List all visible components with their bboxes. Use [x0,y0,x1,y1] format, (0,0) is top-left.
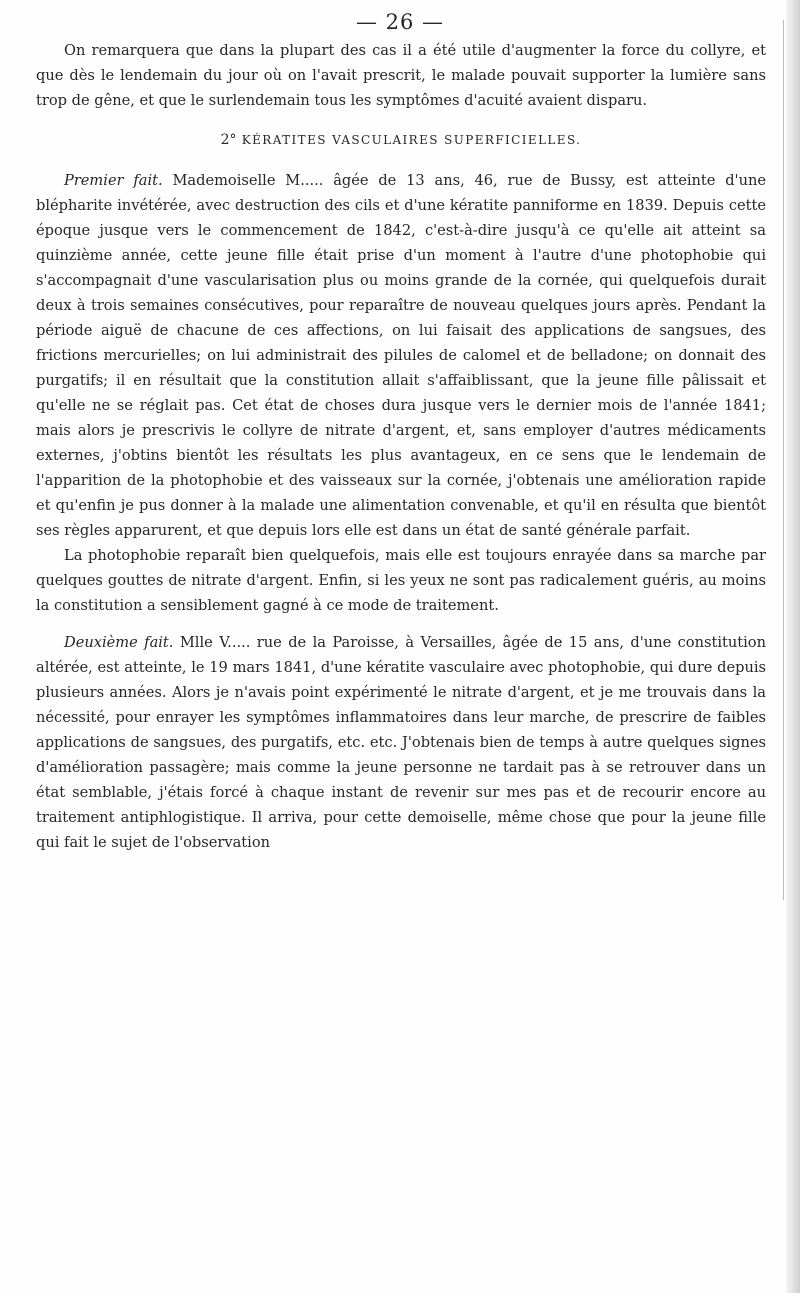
scan-binding-edge [786,0,800,1293]
section-number: 2° [220,132,237,148]
page-number: — 26 — [355,10,445,34]
scan-page-edge-line [783,20,784,900]
case-1-paragraph [36,168,766,543]
case-2-label: Deuxième fait. [64,634,174,651]
intro-paragraph: On remarquera que dans la plupart des cas il a été utile d'augmenter la force du collyre, et que dès le lendemain du jour où on l'avait prescrit, le malade pouvait supporter la lumière sans trop de gêne, et que le surlendemain tous les symptômes d'acuité avaient disparu. [36,42,766,109]
section-heading [36,128,766,153]
case-2-paragraph [36,630,766,855]
case-1-text: Mademoiselle M..... âgée de 13 ans, 46, rue de Bussy, est atteinte d'une blépharite invétérée, avec destruction des cils et d'une kératite panniforme en 1839. Depuis cette époque jusque vers le commencement de 1842, c'est-à-dire jusqu'à ce qu'elle ait atteint sa quinzième année, cette jeune fille était prise d'un moment à l'autre d'une photophobie qui s'accompagnait d'une vascularisation plus ou moins grande de la cornée, qui quelquefois durait deux à trois semaines consécutives, pour reparaître de nouveau quelques jours après. Pendant la période aiguë de chacune de ces affections, on lui faisait des applications de sangsues, des frictions mercurielles; on lui administrait des pilules de calomel et de belladone; on donnait des purgatifs; il en résultait que la constitution allait s'affaiblissant, que la jeune fille pâlissait et qu'elle ne se réglait pas. Cet état de choses dura jusque vers le dernier mois de l'année 1841; mais alors je prescrivis le collyre de nitrate d'argent, et, sans employer d'autres médicaments externes, j'obtins bientôt les résultats les plus avantageux, en ce sens que le lendemain de l'apparition de la photophobie et des vaisseaux sur la cornée, j'obtenais une amélioration rapide et qu'enfin je pus donner à la malade une alimentation convenable, et qu'il en résulta que bientôt ses règles apparurent, et que depuis lors elle est dans un état de santé générale parfait. [36,172,767,539]
body-text [36,38,766,855]
case-1-continuation: La photophobie reparaît bien quelquefois, mais elle est toujours enrayée dans sa marche par quelques gouttes de nitrate d'argent. Enfin, si les yeux ne sont pas radicalement guéris, au moins la constitution a sensiblement gagné à ce mode de traitement. [36,547,766,614]
section-title: KÉRATITES VASCULAIRES SUPERFICIELLES. [241,133,582,147]
case-2-text: Mlle V..... rue de la Paroisse, à Versailles, âgée de 15 ans, d'une constitution altérée, est atteinte, le 19 mars 1841, d'une kératite vasculaire avec photophobie, qui dure depuis plusieurs années. Alors je n'avais point expérimenté le nitrate d'argent, et je me trouvais dans la nécessité, pour enrayer les symptômes inflammatoires dans leur marche, de prescrire de faibles applications de sangsues, des purgatifs, etc. etc. J'obtenais bien de temps à autre quelques signes d'amélioration passagère; mais comme la jeune personne ne tardait pas à se retrouver dans un état semblable, j'étais forcé à chaque instant de revenir sur mes pas et de recourir encore au traitement antiphlogistique. Il arriva, pour cette demoiselle, même chose que pour la jeune fille qui fait le sujet de l'observation [36,634,766,851]
case-1-label: Premier fait. [64,172,163,189]
